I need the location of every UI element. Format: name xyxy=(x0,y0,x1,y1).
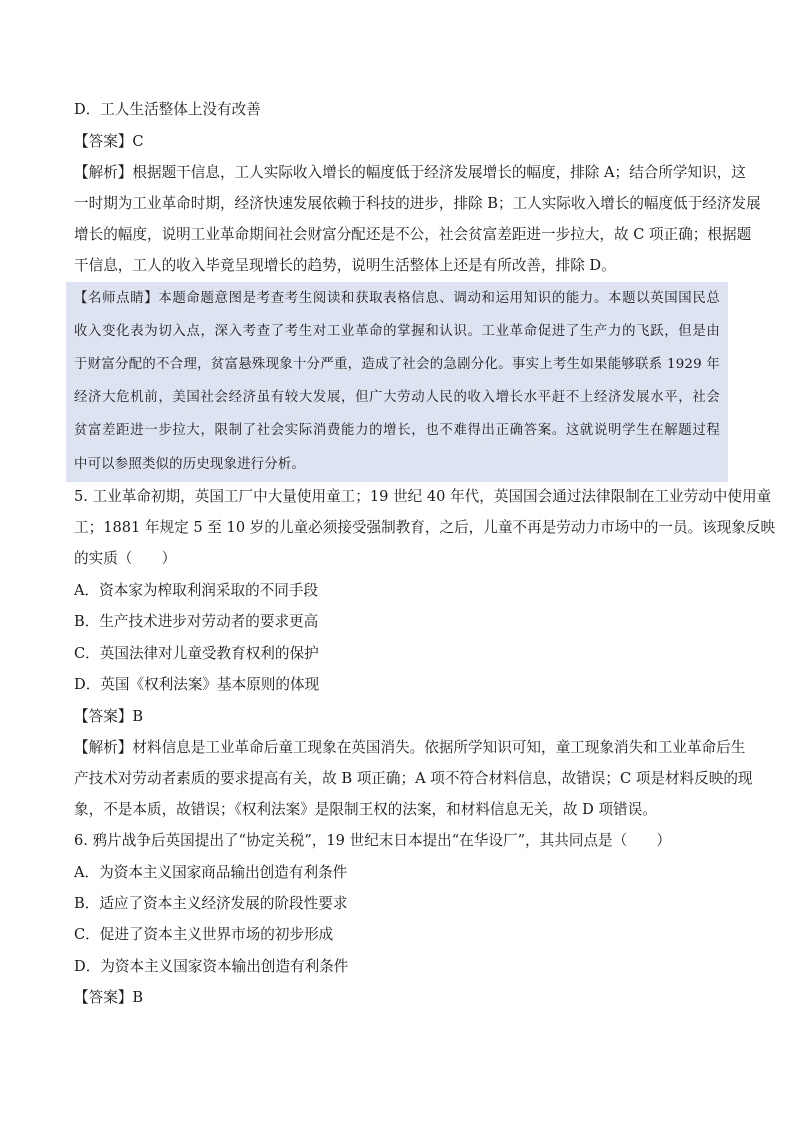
teacher-tip-line: 中可以参照类似的历史现象进行分析。 xyxy=(74,457,306,472)
teacher-tip-line: 【名师点睛】本题命题意图是考查考生阅读和获取表格信息、调动和运用知识的能力。本题以英国国民总 xyxy=(74,291,720,306)
q4-option-d: D．工人生活整体上没有改善 xyxy=(74,101,261,118)
q5-analysis-line: 象，不是本质，故错误；《权利法案》是限制王权的法案，和材料信息无关，故 D 项错误。 xyxy=(74,801,657,818)
q5-option-b: B．生产技术进步对劳动者的要求更高 xyxy=(74,613,319,630)
q5-option-d: D．英国《权利法案》基本原则的体现 xyxy=(74,676,320,693)
teacher-tip-line: 收入变化表为切入点，深入考查了考生对工业革命的掌握和认识。工业革命促进了生产力的飞跃，但是由 xyxy=(74,324,720,339)
q5-stem-line: 的实质（ ） xyxy=(74,550,177,567)
q5-option-c: C．英国法律对儿童受教育权利的保护 xyxy=(74,645,319,662)
q4-answer: 【答案】C xyxy=(74,133,144,150)
q6-option-b: B．适应了资本主义经济发展的阶段性要求 xyxy=(74,895,348,912)
q5-stem-line: 工；1881 年规定 5 至 10 岁的儿童必须接受强制教育，之后，儿童不再是劳动力市场中的一员。该现象反映 xyxy=(74,519,776,536)
q5-stem-line: 5. 工业革命初期，英国工厂中大量使用童工；19 世纪 40 年代，英国国会通过法律限制在工业劳动中使用童 xyxy=(74,488,772,505)
teacher-tip-line: 于财富分配的不合理，贫富悬殊现象十分严重，造成了社会的急剧分化。事实上考生如果能够联系 1929 年 xyxy=(74,357,720,372)
teacher-tip-box xyxy=(66,282,728,482)
q6-option-d: D．为资本主义国家资本输出创造有利条件 xyxy=(74,958,349,975)
teacher-tip-line: 贫富差距进一步拉大，限制了社会实际消费能力的增长，也不难得出正确答案。这就说明学生在解题过程 xyxy=(74,423,720,438)
q4-analysis-line: 干信息，工人的收入毕竟呈现增长的趋势，说明生活整体上还是有所改善，排除 D。 xyxy=(74,257,616,274)
q4-analysis-line: 一时期为工业革命时期，经济快速发展依赖于科技的进步，排除 B；工人实际收入增长的幅度低于经济发展 xyxy=(74,195,761,212)
q6-answer: 【答案】B xyxy=(74,989,144,1006)
q5-answer: 【答案】B xyxy=(74,708,144,725)
teacher-tip-line: 经济大危机前，美国社会经济虽有较大发展，但广大劳动人民的收入增长水平赶不上经济发展水平，社会 xyxy=(74,390,720,405)
q6-stem: 6. 鸦片战争后英国提出了“协定关税”，19 世纪末日本提出“在华设厂”，其共同点是（ ） xyxy=(74,832,671,849)
q5-analysis-line: 【解析】材料信息是工业革命后童工现象在英国消失。依据所学知识可知，童工现象消失和工业革命后生 xyxy=(74,739,746,756)
q6-option-c: C．促进了资本主义世界市场的初步形成 xyxy=(74,926,334,943)
q4-analysis-line: 【解析】根据题干信息，工人实际收入增长的幅度低于经济发展增长的幅度，排除 A；结合所学知识，这 xyxy=(74,164,746,181)
q6-option-a: A．为资本主义国家商品输出创造有利条件 xyxy=(74,864,348,881)
q5-option-a: A．资本家为榨取利润采取的不同手段 xyxy=(74,582,319,599)
q5-analysis-line: 产技术对劳动者素质的要求提高有关，故 B 项正确；A 项不符合材料信息，故错误；C 项是材料反映的现 xyxy=(74,770,753,787)
q4-analysis-line: 增长的幅度，说明工业革命期间社会财富分配还是不公，社会贫富差距进一步拉大，故 C 项正确；根据题 xyxy=(74,226,752,243)
